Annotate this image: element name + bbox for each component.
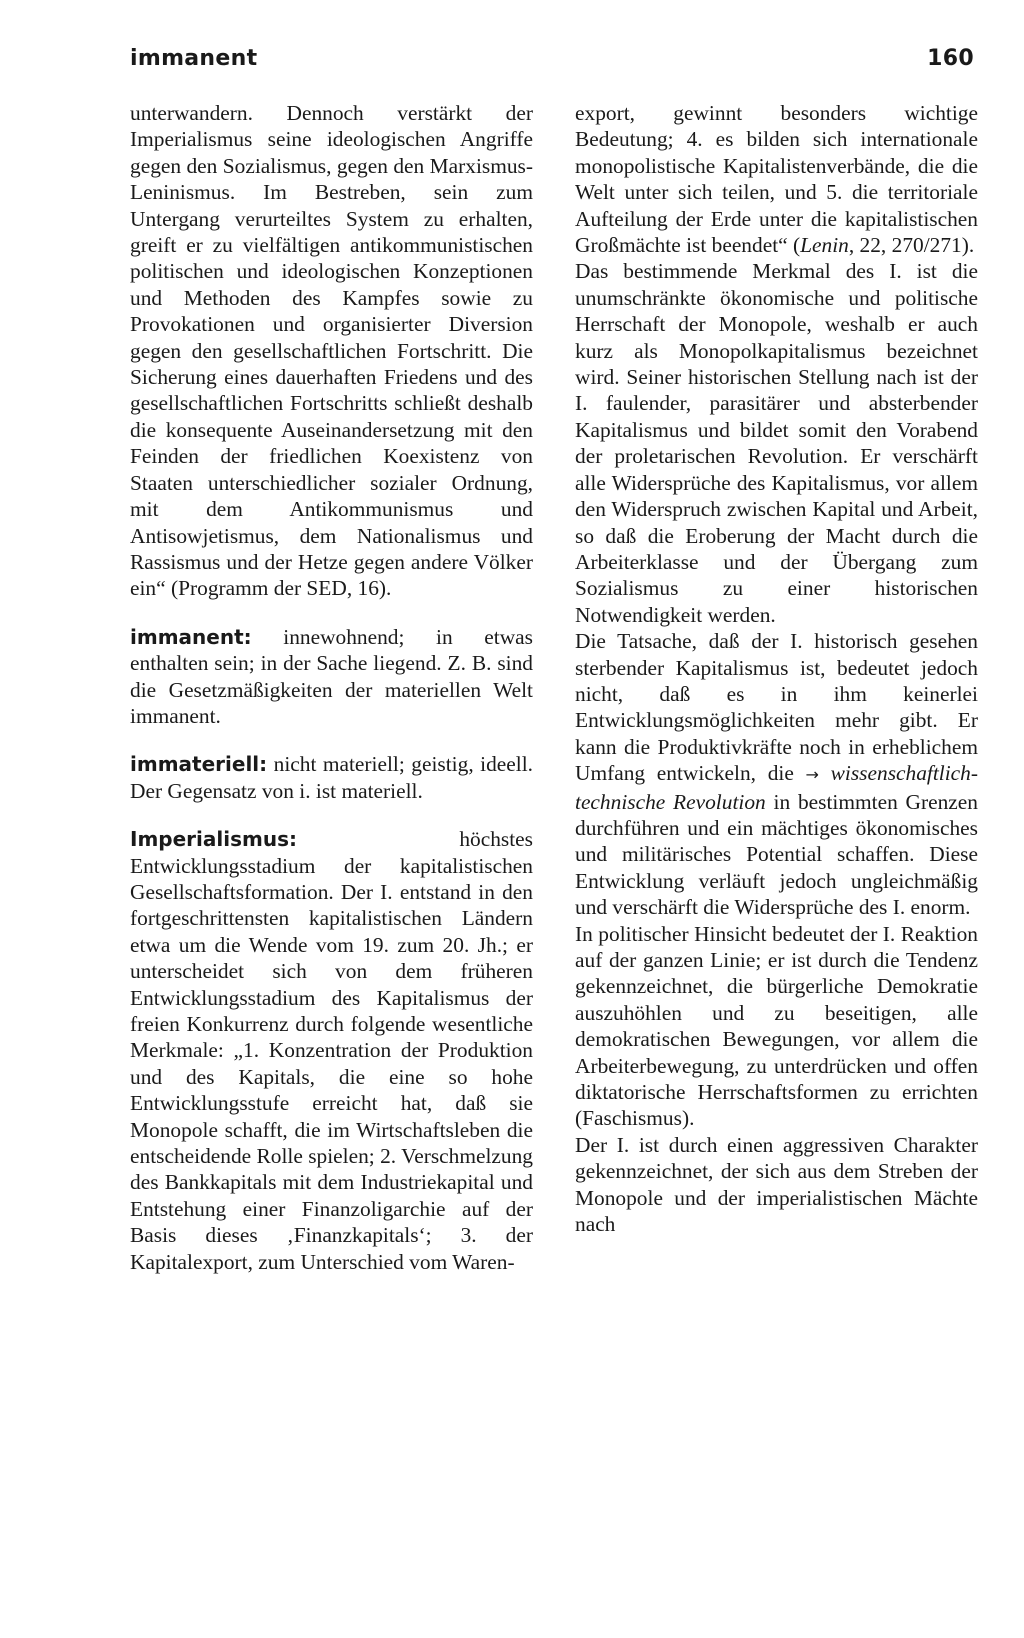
entry-immateriell <box>130 751 533 804</box>
entry-immanent <box>130 624 533 730</box>
entry-definition: innewohnend; in etwas enthalten sein; in der Sache liegend. Z. B. sind die Gesetzmäßigkeiten der materiellen Welt immanent. <box>130 624 533 728</box>
citation-source: , 22, 270/271). <box>848 233 975 258</box>
entry-spacer <box>130 804 533 826</box>
page-number: 160 <box>927 46 974 71</box>
right-column <box>575 100 978 1237</box>
entry-definition: höchstes Entwicklungsstadium der kapitalistischen Gesellschaftsformation. Der I. entstand in den fortgeschrittensten kapitalistischen Ländern etwa um die Wende vom 19. zum 20. Jh.; er unterscheidet sich von dem früheren Entwicklungsstadium des Kapitalismus der freien Konkurrenz durch folgende wesentliche Merkmale: „1. Konzentration der Produktion und des Kapitals, die eine so hohe Entwicklungsstufe erreicht hat, daß sie Monopole schafft, die im Wirtschaftsleben die entscheidende Rolle spielen; 2. Verschmelzung des Bankkapitals mit dem Industriekapital und Entstehung einer Finanzoligarchie auf der Basis dieses ‚Finanzkapitals‘; 3. der Kapitalexport, zum Unterschied vom Waren- <box>130 827 533 1274</box>
entry-spacer <box>130 729 533 751</box>
paragraph-aggressiv: Der I. ist durch einen aggressiven Charakter gekennzeichnet, der sich aus dem Streben der Monopole und der imperialistischen Mächte nach <box>575 1132 978 1237</box>
paragraph-text: export, gewinnt besonders wichtige Bedeutung; 4. es bilden sich internationale monopolistische Kapitalistenverbände, die die Welt unter sich teilen, und 5. die territoriale Aufteilung der Erde unter die kapitalistischen Großmächte ist beendet“ ( <box>575 101 978 258</box>
entry-term: Imperialismus: <box>130 827 297 852</box>
paragraph-merkmal: Das bestimmende Merkmal des I. ist die unumschränkte ökonomische und politische Herrschaft der Monopole, weshalb er auch kurz als Monopolkapitalismus bezeichnet wird. Seiner historischen Stellung nach ist der I. faulender, parasitärer und absterbender Kapitalismus und bildet somit den Vorabend der proletarischen Revolution. Er verschärft alle Widersprüche des Kapitalismus, vor allem den Widerspruch zwischen Kapital und Arbeit, so daß die Eroberung der Macht durch die Arbeiterklasse und der Übergang zum Sozialismus zu einer historischen Notwendigkeit werden. <box>575 259 978 627</box>
entry-spacer <box>130 602 533 624</box>
cross-reference-arrow-icon: → <box>805 765 819 785</box>
paragraph-merkmale-end <box>575 100 978 258</box>
paragraph-politisch: In politischer Hinsicht bedeutet der I. Reaktion auf der ganzen Linie; er ist durch die Tendenz gekennzeichnet, die bürgerliche Demokratie auszuhöhlen und zu beseitigen, alle demokratischen Bewegungen, vor allem die Arbeiterbewegung, zu unterdrücken und offen diktatorische Herrschaftsformen zu errichten (Faschismus). <box>575 921 978 1131</box>
paragraph-text: Die Tatsache, daß der I. historisch gesehen sterbender Kapitalismus ist, bedeutet jedoch nicht, daß es in ihm keinerlei Entwicklungsmöglichkeiten mehr gibt. Er kann die Produktivkräfte noch in erheblichem Umfang entwickeln, die <box>575 629 978 786</box>
entry-imperialismus <box>130 826 533 1275</box>
paragraph-text: in bestimmten Grenzen durchführen und ein mächtiges ökonomisches und militärisches Potential schaffen. Diese Entwicklung verläuft jedoch ungleichmäßig und verschärft die Widersprüche des I. enorm. <box>575 789 978 920</box>
paragraph-tatsache <box>575 628 978 920</box>
entry-term: immanent: <box>130 624 252 649</box>
entry-term: immateriell: <box>130 752 268 777</box>
continuation-paragraph: unterwandern. Dennoch verstärkt der Imperialismus seine ideologischen Angriffe gegen den Sozialismus, gegen den Marxismus-Leninismus. Im Bestreben, sein zum Untergang verurteiltes System zu erhalten, greift er zu vielfältigen antikommunistischen politischen und ideologischen Konzeptionen und Methoden des Kampfes sowie zu Provokationen und organisierter Diversion gegen den gesellschaftlichen Fortschritt. Die Sicherung eines dauerhaften Friedens und des gesellschaftlichen Fortschritts schließt deshalb die konsequente Auseinandersetzung mit den Feinden der friedlichen Koexistenz von Staaten unterschiedlicher sozialer Ordnung, mit dem Antikommunismus und Antisowjetismus, dem Nationalismus und Rassismus und der Hetze gegen andere Völker ein“ (Programm der SED, 16). <box>130 101 533 601</box>
running-head-keyword: immanent <box>130 46 258 71</box>
entry-definition: nicht materiell; geistig, ideell. Der Gegensatz von i. ist materiell. <box>130 752 533 803</box>
cross-reference-link: wissenschaftlich-technische Revolution <box>575 761 978 814</box>
left-column <box>130 100 533 1275</box>
citation-author: Lenin <box>800 233 849 258</box>
